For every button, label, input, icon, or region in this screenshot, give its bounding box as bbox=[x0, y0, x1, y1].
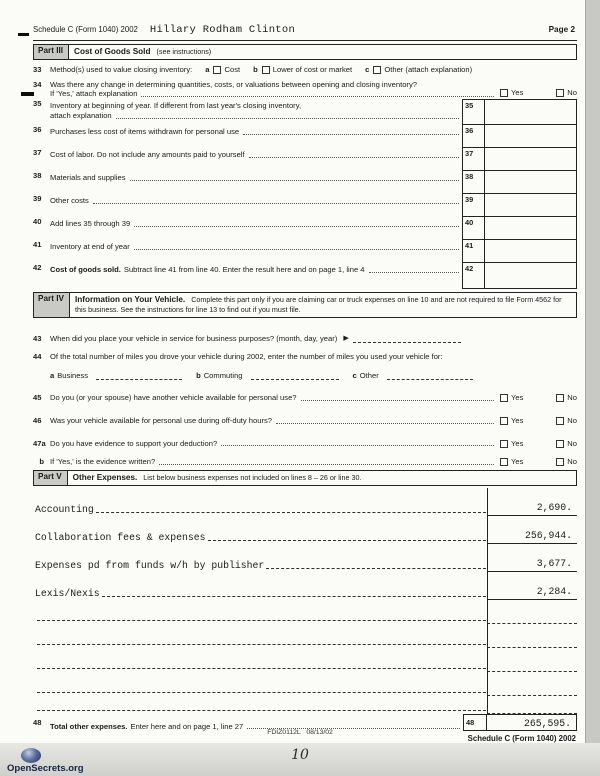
cogs-row bbox=[33, 217, 577, 240]
option-letter: b bbox=[196, 371, 201, 381]
line-number: 33 bbox=[33, 64, 42, 74]
line-number: 42 bbox=[33, 263, 42, 273]
line-number-box: 36 bbox=[462, 125, 485, 148]
yes-checkbox bbox=[500, 394, 508, 402]
no-label: No bbox=[567, 457, 577, 467]
yes-label: Yes bbox=[511, 392, 524, 402]
dotted-leader bbox=[159, 464, 494, 465]
yes-checkbox bbox=[500, 89, 508, 97]
expense-amount: 2,284. bbox=[487, 572, 577, 600]
line-text: attach explanation bbox=[50, 111, 112, 121]
no-checkbox bbox=[556, 89, 564, 97]
no-checkbox bbox=[556, 417, 564, 425]
cogs-row bbox=[33, 148, 577, 171]
lower-cost-checkbox bbox=[262, 66, 270, 74]
expense-amount: 3,677. bbox=[487, 544, 577, 572]
line-number: b bbox=[39, 457, 44, 467]
line-text: Cost of labor. Do not include any amounts paid to yourself bbox=[50, 150, 245, 160]
dotted-leader bbox=[301, 400, 494, 401]
line-text: Do you (or your spouse) have another vehicle available for personal use? bbox=[50, 392, 297, 402]
line-number: 38 bbox=[33, 171, 42, 181]
yes-no-group bbox=[497, 416, 577, 426]
line-number: 47a bbox=[33, 438, 46, 448]
expense-amount bbox=[487, 672, 577, 696]
logo-text: OpenSecrets.org bbox=[7, 763, 84, 774]
expense-row bbox=[33, 600, 577, 624]
option-label: Lower of cost or market bbox=[272, 64, 353, 74]
yes-label: Yes bbox=[511, 438, 524, 448]
dotted-leader bbox=[141, 96, 494, 97]
arrow-icon: ▶ bbox=[343, 335, 349, 343]
vehicle-question bbox=[33, 439, 577, 449]
line-text: Inventory at beginning of year. If different from last year's closing inventory, bbox=[50, 101, 302, 111]
line-number: 44 bbox=[33, 352, 42, 362]
total-amount: 265,595. bbox=[487, 714, 577, 731]
other-miles-blank bbox=[387, 373, 473, 380]
expense-amount: 256,944. bbox=[487, 516, 577, 544]
yes-no-group bbox=[497, 439, 577, 449]
cogs-row bbox=[33, 125, 577, 148]
line-number: 46 bbox=[33, 415, 42, 425]
line-number-box: 38 bbox=[462, 171, 485, 194]
line-number-box: 39 bbox=[462, 194, 485, 217]
option-label: Commuting bbox=[203, 371, 243, 381]
line-number: 40 bbox=[33, 217, 42, 227]
expense-row bbox=[33, 648, 577, 672]
line-text: Purchases less cost of items withdrawn for personal use bbox=[50, 127, 240, 137]
date-blank bbox=[353, 336, 461, 343]
line-number: 45 bbox=[33, 392, 42, 402]
line-number: 36 bbox=[33, 125, 42, 135]
expense-row bbox=[33, 516, 577, 544]
part3-header bbox=[33, 44, 577, 60]
expense-row bbox=[33, 544, 577, 572]
dashed-line bbox=[266, 568, 486, 569]
yes-no-group bbox=[497, 457, 577, 467]
line-number-box: 35 bbox=[462, 99, 485, 125]
no-label: No bbox=[567, 88, 577, 98]
dotted-leader bbox=[134, 249, 459, 250]
expense-amount: 2,690. bbox=[487, 488, 577, 516]
line-number: 37 bbox=[33, 148, 42, 158]
vehicle-question bbox=[33, 457, 577, 467]
cost-checkbox bbox=[213, 66, 221, 74]
part5-description: List below business expenses not included on lines 8 – 26 or line 30. bbox=[143, 473, 362, 483]
no-checkbox bbox=[556, 394, 564, 402]
cogs-row bbox=[33, 171, 577, 194]
expense-amount bbox=[487, 696, 577, 714]
opensecrets-logo bbox=[7, 748, 84, 774]
part5-header bbox=[33, 470, 577, 486]
line-text: Method(s) used to value closing inventory: bbox=[50, 64, 193, 74]
line-text: Do you have evidence to support your deduction? bbox=[50, 438, 218, 448]
part4-label: Part IV bbox=[34, 293, 70, 317]
option-letter: b bbox=[253, 64, 258, 74]
expense-label: Collaboration fees & expenses bbox=[35, 531, 206, 543]
footer-form-ref: Schedule C (Form 1040) 2002 bbox=[467, 734, 576, 744]
line-43 bbox=[33, 334, 577, 344]
page-label: Page 2 bbox=[548, 25, 575, 34]
dotted-leader bbox=[249, 157, 459, 158]
expense-label: Lexis/Nexis bbox=[35, 587, 100, 599]
expense-label: Expenses pd from funds w/h by publisher bbox=[35, 559, 265, 571]
part5-label: Part V bbox=[34, 471, 68, 485]
line-number-box: 48 bbox=[463, 714, 487, 731]
dotted-leader bbox=[243, 134, 459, 135]
line-number: 48 bbox=[33, 718, 42, 728]
line-33 bbox=[33, 65, 577, 75]
line-text: Was your vehicle available for personal use during off-duty hours? bbox=[50, 415, 273, 425]
no-checkbox bbox=[556, 458, 564, 466]
other-expenses-table bbox=[33, 488, 577, 714]
form-content bbox=[33, 24, 577, 745]
vehicle-question bbox=[33, 393, 577, 403]
line-number-box: 41 bbox=[462, 240, 485, 263]
expense-label: Accounting bbox=[35, 503, 94, 515]
dotted-leader bbox=[116, 118, 459, 119]
commuting-miles-blank bbox=[251, 373, 339, 380]
cogs-row bbox=[33, 240, 577, 263]
dotted-leader bbox=[369, 272, 460, 273]
scan-right-edge bbox=[585, 0, 600, 776]
yes-checkbox bbox=[500, 458, 508, 466]
no-checkbox bbox=[556, 440, 564, 448]
no-label: No bbox=[567, 392, 577, 402]
handwritten-page-number: 10 bbox=[291, 747, 309, 763]
expense-row bbox=[33, 672, 577, 696]
line-text: If 'Yes,' is the evidence written? bbox=[50, 457, 156, 467]
part5-title: Other Expenses. bbox=[72, 473, 138, 483]
amount-field bbox=[485, 263, 577, 289]
line-text: Other costs bbox=[50, 196, 89, 206]
dashed-line bbox=[37, 692, 486, 693]
dotted-leader bbox=[134, 226, 459, 227]
yes-no-group bbox=[497, 393, 577, 403]
line-text: Add lines 35 through 39 bbox=[50, 219, 131, 229]
eye-icon bbox=[21, 748, 41, 763]
option-letter: a bbox=[205, 64, 210, 74]
expense-row bbox=[33, 624, 577, 648]
amount-field bbox=[485, 99, 577, 125]
option-label: Other bbox=[359, 371, 379, 381]
no-label: No bbox=[567, 415, 577, 425]
business-miles-blank bbox=[96, 373, 182, 380]
option-letter: c bbox=[352, 371, 357, 381]
expense-amount bbox=[487, 648, 577, 672]
taxpayer-name: Hillary Rodham Clinton bbox=[149, 24, 296, 36]
line-number: 39 bbox=[33, 194, 42, 204]
form-header bbox=[33, 24, 577, 41]
line-text-bold: Cost of goods sold. bbox=[50, 265, 121, 275]
line-number: 34 bbox=[33, 79, 42, 89]
dashed-line bbox=[37, 620, 486, 621]
part3-title: Cost of Goods Sold bbox=[74, 46, 151, 56]
expense-row bbox=[33, 572, 577, 600]
line-text: Materials and supplies bbox=[50, 173, 126, 183]
amount-field bbox=[485, 148, 577, 171]
expense-amount bbox=[487, 624, 577, 648]
part4-title: Information on Your Vehicle. bbox=[74, 295, 186, 305]
dotted-leader bbox=[221, 445, 494, 446]
line-text: Inventory at end of year bbox=[50, 242, 130, 252]
amount-field bbox=[485, 194, 577, 217]
amount-field bbox=[485, 125, 577, 148]
form-title: Schedule C (Form 1040) 2002 bbox=[33, 25, 138, 34]
line-text: If 'Yes,' attach explanation bbox=[50, 89, 138, 99]
option-letter: c bbox=[365, 64, 370, 74]
part3-subtitle: (see instructions) bbox=[156, 46, 212, 56]
dashed-line bbox=[96, 512, 486, 513]
cogs-row bbox=[33, 263, 577, 289]
line-number-box: 40 bbox=[462, 217, 485, 240]
line-number: 43 bbox=[33, 334, 42, 344]
no-label: No bbox=[567, 438, 577, 448]
yes-label: Yes bbox=[511, 415, 524, 425]
line-text: When did you place your vehicle in service for business purposes? (month, day, year) bbox=[50, 334, 338, 344]
option-letter: a bbox=[50, 371, 55, 381]
dashed-line bbox=[102, 596, 486, 597]
amount-field bbox=[485, 171, 577, 194]
line-number-box: 42 bbox=[462, 263, 485, 289]
line-number: 41 bbox=[33, 240, 42, 250]
yes-checkbox bbox=[500, 440, 508, 448]
line-34 bbox=[33, 80, 577, 100]
other-checkbox bbox=[373, 66, 381, 74]
yes-no-group bbox=[497, 88, 577, 98]
option-label: Cost bbox=[224, 64, 241, 74]
dotted-leader bbox=[130, 180, 459, 181]
amount-field bbox=[485, 217, 577, 240]
option-label: Other (attach explanation) bbox=[384, 64, 473, 74]
dashed-line bbox=[208, 540, 487, 541]
line-text: Was there any change in determining quantities, costs, or valuations between opening and closing inventory? bbox=[50, 79, 417, 89]
yes-label: Yes bbox=[511, 88, 524, 98]
line-text: Of the total number of miles you drove your vehicle during 2002, enter the number of miles you used your vehicle for: bbox=[50, 352, 443, 362]
scan-artifact bbox=[21, 92, 34, 96]
dotted-leader bbox=[93, 203, 459, 204]
line-text: Subtract line 41 from line 40. Enter the result here and on page 1, line 4 bbox=[123, 265, 365, 275]
yes-checkbox bbox=[500, 417, 508, 425]
vehicle-question bbox=[33, 416, 577, 426]
part3-label: Part III bbox=[34, 45, 69, 59]
line-number-box: 37 bbox=[462, 148, 485, 171]
expense-row bbox=[33, 696, 577, 714]
dashed-line bbox=[37, 710, 486, 711]
dotted-leader bbox=[276, 423, 494, 424]
dashed-line bbox=[37, 668, 486, 669]
part4-description: Complete this part only if you are claiming car or truck expenses on line 10 and are not required to file Form 4562 for this business. See the instructions for line 13 to find out if you must file. bbox=[74, 295, 562, 315]
cogs-row bbox=[33, 194, 577, 217]
dashed-line bbox=[37, 644, 486, 645]
line-number: 35 bbox=[33, 99, 42, 109]
scan-artifact bbox=[18, 33, 29, 36]
expense-amount bbox=[487, 600, 577, 624]
line-text-bold: Total other expenses. bbox=[50, 721, 128, 731]
option-label: Business bbox=[57, 371, 89, 381]
part4-header bbox=[33, 292, 577, 318]
expense-row bbox=[33, 488, 577, 516]
doc-code: FDIZ0112L 08/13/02 bbox=[267, 729, 333, 736]
cogs-row bbox=[33, 99, 577, 125]
line-44 bbox=[33, 352, 577, 381]
yes-label: Yes bbox=[511, 457, 524, 467]
amount-field bbox=[485, 240, 577, 263]
line-text: Enter here and on page 1, line 27 bbox=[130, 721, 244, 731]
